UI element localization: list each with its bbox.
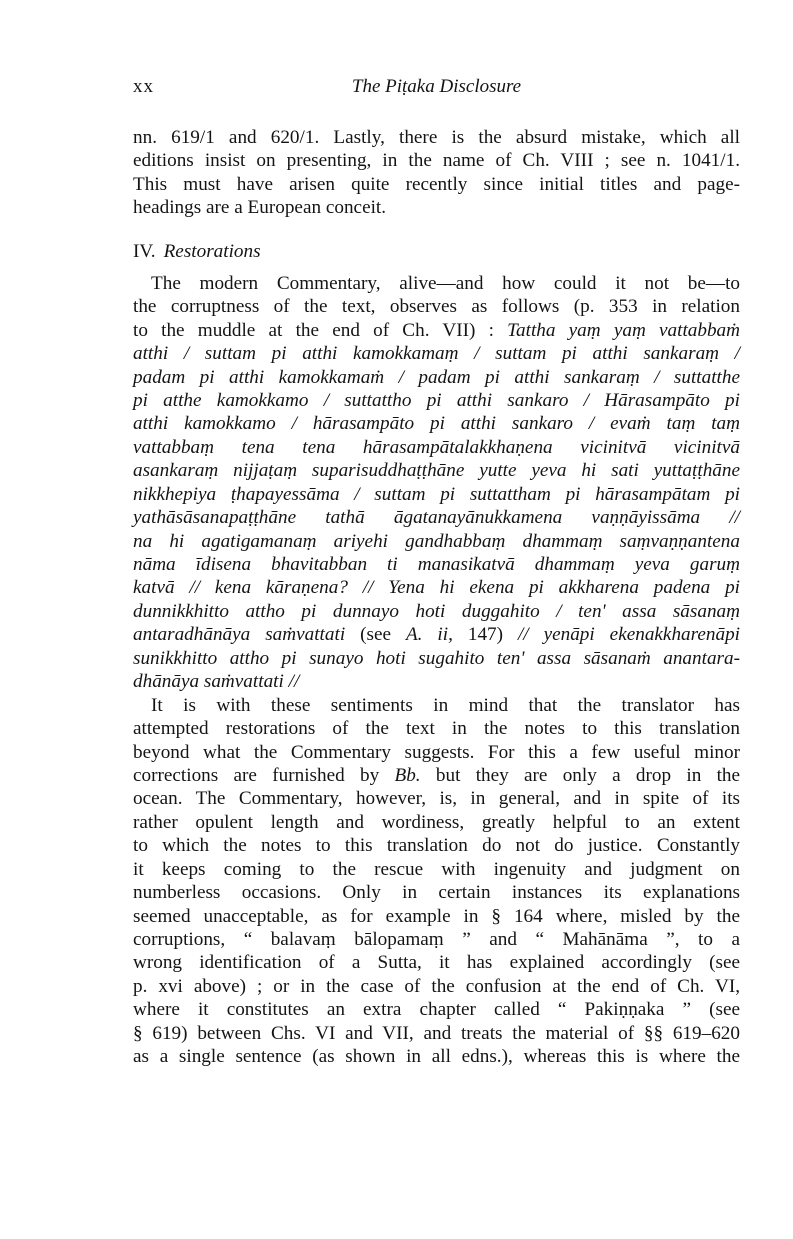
text-line: headings are a European conceit.: [133, 197, 387, 219]
text-line: as a single sentence (as shown in all edns.), whereas this is where the: [133, 1046, 740, 1068]
text-line: wrong identification of a Sutta, it has explained accordingly (see: [133, 952, 740, 974]
pali-line: nāma īdisena bhavitabban ti manasikatvā dhammaṃ yeva garuṃ: [133, 554, 740, 575]
text-line: nn. 619/1 and 620/1. Lastly, there is the absurd mistake, which all: [133, 127, 740, 148]
pali-line: pi atthe kamokkamo / suttattho pi atthi sankaro / Hārasampāto pi: [133, 389, 740, 411]
running-head: [133, 76, 740, 100]
section-title: Restorations: [163, 240, 261, 262]
pali-line: dunnikkhitto attho pi dunnayo hoti duggahito / ten' assa sāsanaṃ: [133, 600, 740, 622]
pali-line: katvā // kena kāraṇena? // Yena hi ekena pi akkharena padena pi: [133, 577, 740, 599]
text-line: the corruptness of the text, observes as follows (p. 353 in relation: [133, 296, 740, 318]
pali-line: asankaraṃ nijjaṭaṃ suparisuddhaṭṭhāne yutte yeva hi sati yuttaṭṭhāne: [133, 460, 740, 482]
text-line: it keeps coming to the rescue with ingenuity and judgment on: [133, 858, 740, 880]
text-line: § 619) between Chs. VI and VII, and treats the material of §§ 619–620: [133, 1022, 740, 1044]
text-line: p. xvi above) ; or in the case of the confusion at the end of Ch. VI,: [133, 975, 740, 997]
book-title: The Piṭaka Disclosure: [351, 76, 522, 97]
abbrev-bb: Bb.: [394, 764, 421, 786]
text-line: The modern Commentary, alive—and how could it not be—to: [151, 272, 740, 294]
page-body: [133, 126, 740, 1069]
text-line: attempted restorations of the text in the notes to this translation: [133, 718, 740, 740]
roman-text: to the muddle at the end of Ch. VII) :: [133, 319, 494, 341]
text-line: It is with these sentiments in mind that the translator has: [151, 694, 740, 716]
pali-line: na hi agatigamanaṃ ariyehi gandhabbaṃ dhammaṃ saṃvaṇṇantena: [133, 530, 740, 552]
paragraph-3: [133, 694, 740, 1069]
pali-line: dhānāya saṁvattati //: [133, 671, 300, 693]
text-line: [133, 319, 740, 342]
pali-line: atthi / suttam pi atthi kamokkamaṃ / suttam pi atthi sankaraṃ /: [133, 343, 740, 365]
text-line: seemed unacceptable, as for example in § 164 where, misled by the: [133, 905, 740, 927]
text-line: editions insist on presenting, in the name of Ch. VIII ; see n. 1041/1.: [133, 150, 740, 172]
text-line: corruptions, “ balavaṃ bālopamaṃ ” and “ Mahānāma ”, to a: [133, 929, 740, 950]
text-line: ocean. The Commentary, however, is, in general, and in spite of its: [133, 788, 740, 810]
page-number: xx: [133, 76, 154, 97]
pali-line: sunikkhitto attho pi sunayo hoti sugahito ten' assa sāsanaṁ anantara-: [133, 647, 740, 669]
pali-line: padam pi atthi kamokkamaṁ / padam pi atthi sankaraṃ / suttatthe: [133, 366, 740, 388]
section-heading: [133, 220, 740, 272]
text-line: rather opulent length and wordiness, greatly helpful to an extent: [133, 811, 740, 833]
text-line: where it constitutes an extra chapter called “ Pakiṇṇaka ” (see: [133, 999, 740, 1021]
text-line: corrections are furnished by Bb. but they are only a drop in the: [133, 764, 741, 786]
paragraph-1: [133, 126, 740, 220]
pali-line: yathāsāsanapaṭṭhāne tathā āgatanayānukkamena vaṇṇāyissāma //: [133, 507, 740, 529]
section-number: IV.: [133, 240, 156, 262]
text-line: This must have arisen quite recently since initial titles and page-: [133, 173, 740, 195]
pali-line: nikkhepiya ṭhapayessāma / suttam pi suttattham pi hārasampātam pi: [133, 483, 740, 505]
pali-line: atthi kamokkamo / hārasampāto pi atthi sankaro / evaṁ taṃ taṃ: [133, 413, 740, 435]
paragraph-2: [133, 272, 740, 694]
citation-abbrev: A. ii,: [405, 624, 453, 646]
text-line: to which the notes to this translation do not do justice. Constantly: [133, 835, 740, 857]
text-line: beyond what the Commentary suggests. For this a few useful minor: [133, 741, 740, 763]
pali-quote: Tattha yaṃ yaṃ vattabbaṁ: [507, 319, 741, 341]
text-line: numberless occasions. Only in certain instances its explanations: [133, 882, 740, 904]
pali-line: vattabbaṃ tena tena hārasampātalakkhaṇena vicinitvā vicinitvā: [133, 436, 740, 458]
pali-reference-line: antaradhānāya saṁvattati (see A. ii, 147) // yenāpi ekenakkharenāpi: [133, 624, 741, 646]
